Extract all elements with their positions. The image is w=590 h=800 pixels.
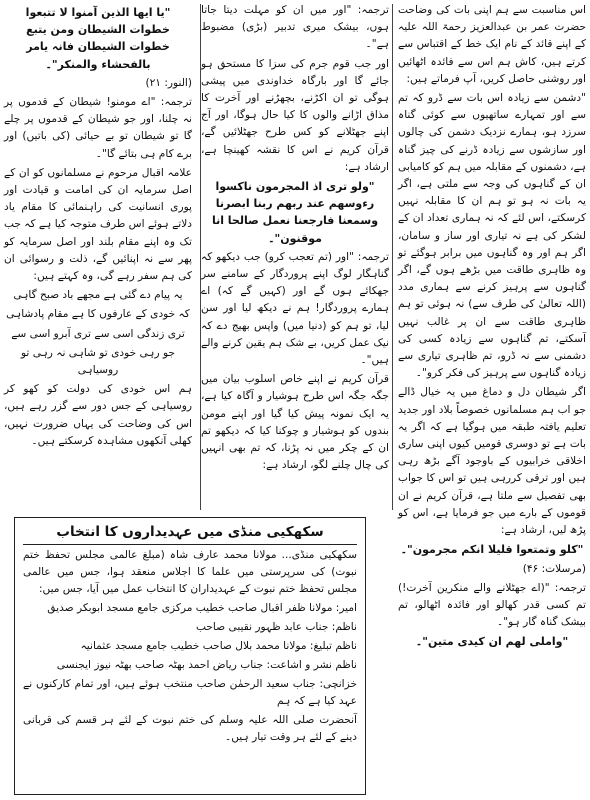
paragraph: ہم اس خودی کی دولت کو کھو کر روسیاہی کے جس دور سے گزر رہے ہیں، اس کی وضاحت کی یہاں ضرورت نہیں، کھلی آنکھوں مشاہدہ کرسکتے ہیں۔	[4, 383, 192, 447]
verse-reference: (النور: ۲۱)	[145, 76, 192, 89]
column-divider	[200, 4, 201, 510]
translation: ترجمہ: "اور (تم تعجب کرو) جب دیکھو کہ گناہگار لوگ اپنے پروردگار کے سامنے سر جھکائے ہوں گے اور (کہیں گے کہ) اے ہمارے پروردگار! ہم نے دیکھ لیا اور سن لیا، تو ہم کو (دنیا میں) واپس بھیج دے کہ نیک عمل کریں، بے شک ہم یقین کرنے والے ہیں"۔	[201, 250, 389, 367]
paragraph: اگر شیطان دل و دماغ میں یہ خیال ڈالے جو اب ہم مسلمانوں خصوصاً بلاد اور جدید تعلیم یافتہ طبقہ میں ہوگیا ہے کہ اگر یہ بات ہے تو دوسری قومیں کیوں اپنی ساری اخلاقی خرابیوں کے باوجود آگے بڑھ رہی ہیں اور ترقی کررہی ہیں تو اس کا جواب بھی تفصیل سے ملتا ہے، قرآن کریم نے ان قوموں کے بارے میں جو فرمایا ہے، اس کو پڑھ لیں، ارشاد ہے:	[398, 386, 586, 537]
translation: ترجمہ: "اور میں ان کو مہلت دیتا جاتا ہوں، بیشک میری تدبیر (بڑی) مضبوط ہے"۔	[201, 4, 389, 51]
poetry-line: کہ خودی کے عارفوں کا ہے مقام پادشاہی	[6, 308, 190, 321]
box-title: سکھکیی منڈی میں عہدیداروں کا انتخاب	[23, 522, 357, 545]
box-role-line: ناظم: جناب عابد ظہور نقیبی صاحب	[195, 621, 357, 633]
translation: ترجمہ: "(اے جھٹلانے والے منکرین آخرت!) تم کسی قدر کھالو اور فائدہ اٹھالو، تم بیشک گناہ گار ہو"۔	[398, 581, 586, 629]
poetry-line: جو رہی خودی تو شاہی نہ رہی تو روسیاہی	[20, 346, 176, 377]
box-role-line: ناظم تبلیغ: مولانا محمد بلال صاحب خطیب جامع مسجد عثمانیہ	[80, 640, 357, 652]
quran-verse: "ولو تری اذ المجرمون ناکسوا رءوسھم عند ربھم ربنا ابصرنا وسمعنا فارجعنا نعمل صالحا انا موقنون"۔	[211, 180, 379, 245]
column-right	[398, 2, 586, 649]
box-role-line: ناظم نشر و اشاعت: جناب ریاض احمد بھٹہ صاحب بھٹہ نیوز ایجنسی	[56, 659, 357, 671]
news-box	[14, 517, 366, 795]
paragraph: اور جب قوم جرم کی سزا کا مستحق ہو جائے گا اور بارگاہ خداوندی میں پیشی ہوگی تو ان اکڑنے، بچھڑنے اور آخرت کا مذاق اڑانے والوں کا کیا حال ہوگا، اور آج اپنے جھٹلانے کو کس طرح جھٹلائیں گے، قرآن کریم نے اس کا نقشہ کھینچا ہے، ارشاد ہے:	[201, 57, 389, 173]
paragraph: علامہ اقبال مرحوم نے مسلمانوں کو ان کے اصل سرمایہ ان کی امامت و قیادت اور پوری انسانیت کی راہنمائی کا مقام یاد دلاتے ہوئے اس طرف متوجہ کیا ہے کہ جب تک وہ اپنے مقام بلند اور اصل سرمایہ کو پھر سے نہ اپنائیں گے، ذلت و رسوائی ان کی ہم سفر رہے گی، وہ کہتے ہیں:	[3, 166, 192, 283]
verse-reference: (مرسلات: ۴۶)	[522, 562, 586, 575]
column-divider	[392, 4, 393, 510]
box-closing: آنحضرت صلی اللہ علیہ وسلم کی ختم نبوت کے لئے ہر قسم کی قربانی دینے کے لئے ہر وقت تیار ہیں۔	[23, 714, 357, 743]
quran-verse: "کلو وتمتعوا قلیلا انکم مجرمون"۔	[400, 543, 584, 557]
translation: ترجمہ: "اے مومنو! شیطان کے قدموں پر نہ چلنا، اور جو شیطان کے قدموں پر چلے گا تو شیطان تو بے حیائی (کی باتیں) اور برے کام ہی بتائے گا"۔	[4, 96, 192, 160]
column-middle	[201, 2, 389, 514]
paragraph: قرآن کریم نے اپنے خاص اسلوب بیان میں جگہ جگہ اس طرح ہوشیار و آگاہ کیا ہے، یہ ایک نمونہ پیش کیا گیا اور اپنے مومن بندوں کو ہوشیار و چوکنا کیا کہ دیکھو تم ان کے چکر میں نہ پڑنا، کہ تم بھی انہیں کی چال چلنے لگو، ارشاد ہے:	[201, 373, 389, 472]
paragraph: اس مناسبت سے ہم اپنی بات کی وضاحت حضرت عمر بن عبدالعزیز رحمۃ اللہ علیہ کے اپنے قائد کے نام ایک خط کے اقتباس سے کرتے ہیں، کاش ہم اس سے فائدہ اٹھائیں اور روشنی حاصل کریں، آپ فرماتے ہیں:	[398, 4, 586, 85]
poetry-line: تری زندگی اسی سے تری آبرو اسی سے	[11, 327, 185, 340]
poetry-line: یہ پیام دے گئی ہے مجھے باد صبح گاہی	[13, 289, 183, 302]
quran-verse: "واملی لھم ان کیدی متین"۔	[415, 635, 569, 649]
box-intro: سکھکیی منڈی... مولانا محمد عارف شاہ (مبلغ عالمی مجلس تحفظ ختم نبوت) کی سرپرستی میں علما کا اجلاس منعقد ہوا، جس میں عالمی مجلس تحفظ ختم نبوت کے عہدیداران کا انتخاب عمل میں آیا، جس میں:	[23, 549, 357, 595]
box-role-line: خزانچی: جناب سعید الرحمٰن صاحب منتخب ہوئے ہیں، اور تمام کارکنوں نے عہد کیا ہے کہ ہم	[23, 678, 357, 707]
box-role-line: امیر: مولانا ظفر اقبال صاحب خطیب مرکزی جامع مسجد ابوبکر صدیق	[47, 602, 357, 614]
quran-verse: "یا ایھا الذین آمنوا لا تتبعوا خطوات الشیطان ومن یتبع خطوات الشیطان فانہ یامر بالفحشاء والمنکر"۔	[25, 6, 171, 71]
column-left	[4, 2, 192, 514]
paragraph: "دشمن سے زیادہ اس بات سے ڈرو کہ تم سے اور تمہارے ساتھیوں سے کوئی گناہ سرزد ہو، ہمارے نزدیک دشمن کی چالوں اور سازشوں سے زیادہ ڈرنے کی چیز گناہ ہے، دشمنوں کے مقابلہ میں ہم کو کامیابی ان کے گناہوں کی وجہ سے ملتی ہے، اگر یہ بات نہ ہو تو ہم ان کا مقابلہ نہیں کرسکتے، اس لئے کہ نہ ہماری تعداد ان کے لشکر کی ہے نہ تیاری اور ساز و سامان، اگر ہم اور وہ گناہوں میں برابر ہوگئے تو وہ ظاہری طاقت میں بڑھے ہوں گے، اگر گناہوں سے پرہیز کرنے سے ہماری مدد (اللہ تعالیٰ کی طرف سے) نہ ہوئی تو ہم ظاہری طاقت سے ان پر غالب نہیں آسکتے، تم گناہوں سے زیادہ کسی کی دشمنی سے نہ ڈرو، تم ظاہری تیاری سے زیادہ گناہوں سے پرہیز کی فکر کرو"۔	[398, 92, 586, 380]
